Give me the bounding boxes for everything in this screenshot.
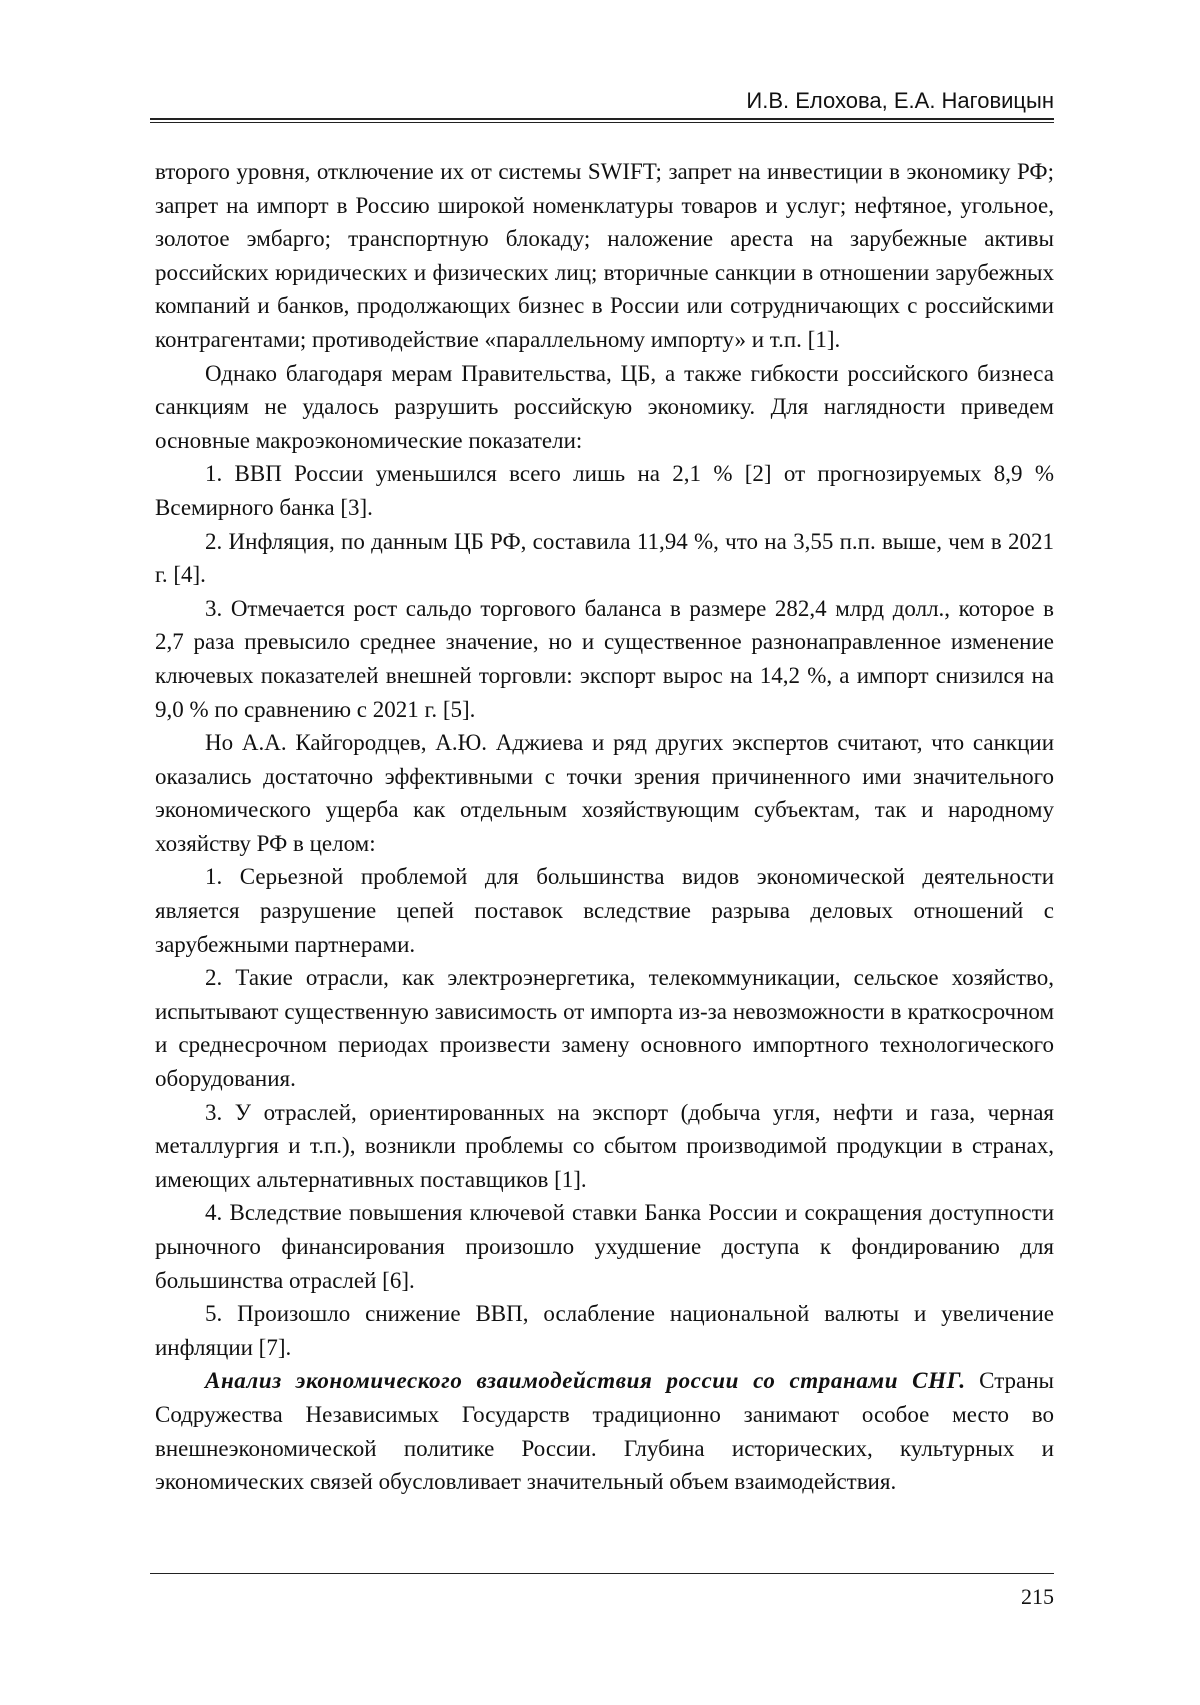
list-item-export-sectors: 3. У отраслей, ориентированных на экспорт (добыча угля, нефти и газа, черная металлургия и т.п.), возникли проблемы со сбытом производимой продукции в странах, имеющих альтернативных поставщиков [1]. <box>155 1099 1054 1192</box>
list-item-trade-balance: 3. Отмечается рост сальдо торгового баланса в размере 282,4 млрд долл., которое в 2,7 раза превысило среднее значение, но и существенное разнонаправленное изменение ключевых показателей внешней торговли: экспорт вырос на 14,2 %, а импорт снизился на 9,0 % по сравнению с 2021 г. [5]. <box>155 595 1054 722</box>
section-cis-paragraph <box>155 1364 1054 1498</box>
list-item-supply-chains: 1. Серьезной проблемой для большинства видов экономической деятельности является разрушение цепей поставок вследствие разрыва деловых отношений с зарубежными партнерами. <box>155 864 1054 957</box>
paragraph-experts-opinion: Но А.А. Кайгородцев, А.Ю. Аджиева и ряд других экспертов считают, что санкции оказались достаточно эффективными с точки зрения причиненного ими значительного экономического ущерба как отдельным хозяйствующим субъектам, так и народному хозяйству РФ в целом: <box>155 730 1054 856</box>
header-divider <box>150 118 1054 123</box>
page-number: 215 <box>1021 1584 1054 1609</box>
paragraph-government-measures: Однако благодаря мерам Правительства, ЦБ, а также гибкости российского бизнеса санкциям не удалось разрушить российскую экономику. Для наглядности приведем основные макроэкономические показатели: <box>155 360 1054 453</box>
list-item-gdp-decline: 5. Произошло снижение ВВП, ослабление национальной валюты и увеличение инфляции [7]. <box>155 1301 1054 1360</box>
list-item-import-dependency: 2. Такие отрасли, как электроэнергетика, телекоммуникации, сельское хозяйство, испытывают существенную зависимость от импорта из-за невозможности в краткосрочном и среднесрочном периодах произвести замену основного импортного технологического оборудования. <box>155 965 1054 1092</box>
list-item-gdp: 1. ВВП России уменьшился всего лишь на 2,1 % [2] от прогнозируемых 8,9 % Всемирного банка [3]. <box>155 461 1054 520</box>
list-item-inflation: 2. Инфляция, по данным ЦБ РФ, составила 11,94 %, что на 3,55 п.п. выше, чем в 2021 г. [4]. <box>155 528 1054 588</box>
section-text: Страны Содружества Независимых Государств традиционно занимают особое место во внешнеэкономической политике России. Глубина исторических, культурных и экономических связей обусловливает значительный объем взаимодействия. <box>155 1368 1054 1495</box>
paragraph-sanctions-list: второго уровня, отключение их от системы SWIFT; запрет на инвестиции в экономику РФ; запрет на импорт в Россию широкой номенклатуры товаров и услуг; нефтяное, угольное, золотое эмбарго; транспортную блокаду; наложение ареста на зарубежные активы российских юридических и физических лиц; вторичные санкции в отношении зарубежных компаний и банков, продолжающих бизнес в России или сотрудничающих с российскими контрагентами; противодействие «параллельному импорту» и т.п. [1]. <box>155 159 1054 352</box>
footer-divider <box>150 1573 1054 1574</box>
body-text <box>155 155 1054 1499</box>
list-item-key-rate: 4. Вследствие повышения ключевой ставки Банка России и сокращения доступности рыночного финансирования произошло ухудшение доступа к фондированию для большинства отраслей [6]. <box>155 1200 1054 1293</box>
running-header-authors: И.В. Елохова, Е.А. Наговицын <box>746 88 1054 113</box>
section-heading: Анализ экономического взаимодействия россии со странами СНГ. <box>205 1368 966 1394</box>
